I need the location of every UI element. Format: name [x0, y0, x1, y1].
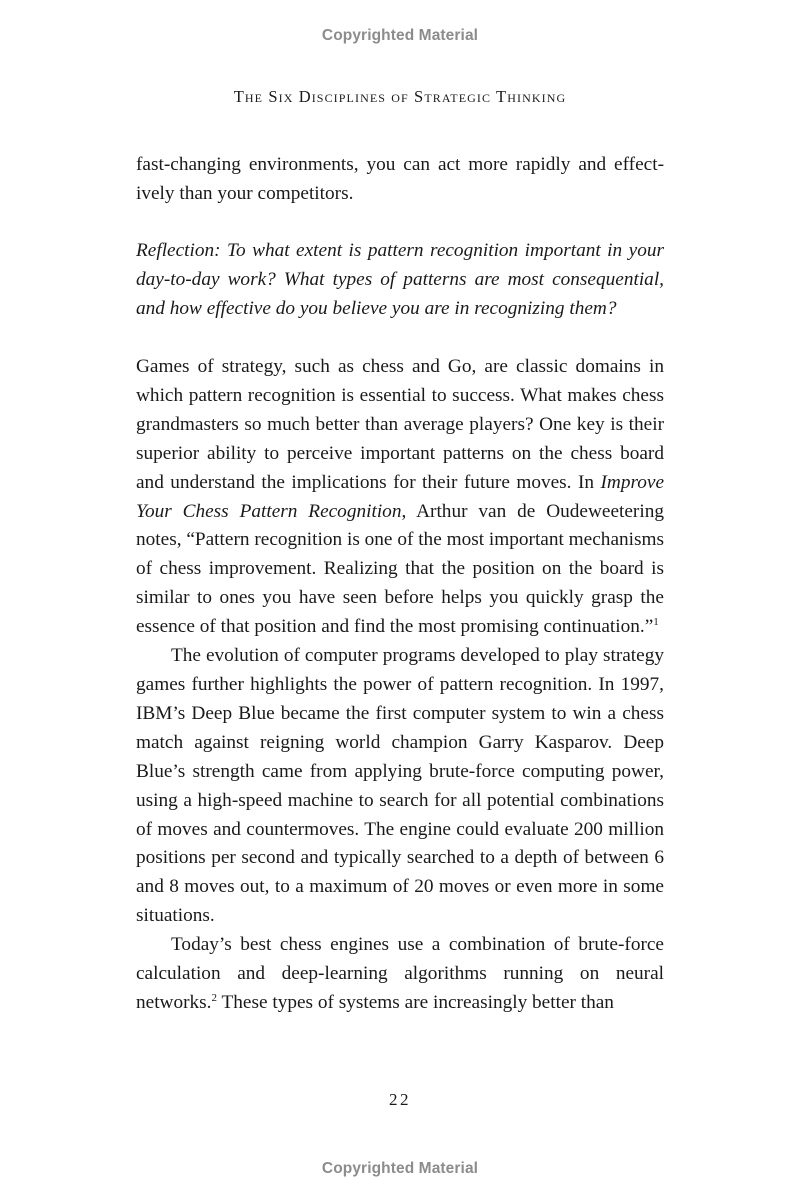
paragraph-chess-engines [136, 931, 664, 1018]
book-title: Improve Your Chess Pattern Recognition [136, 471, 664, 522]
paragraph-deep-blue: The evolution of computer programs developed to play strategy games further highlights the power of pattern recognition. In 1997, IBM’s Deep Blue became the first computer system to win a chess match against reigning world champion Garry Kasparov. Deep Blue’s strength came from applying brute-force computing power, using a high-speed machine to search for all potential combinations of moves and countermoves. The engine could evaluate 200 million positions per second and typically searched to a depth of between 6 and 8 moves out, to a maximum of 20 moves or even more in some situations. [136, 645, 664, 927]
reflection-text: Reflection: To what extent is pattern recognition important in your day-to-day work? What types of patterns are most consequential, and how effective do you believe you are in recognizing them? [136, 240, 664, 319]
footnote-marker-1: 1 [653, 616, 659, 629]
continuation-text: fast-changing environments, you can act more rapidly and effectively than your competitors. [136, 154, 664, 204]
paragraph-1-text: Games of strategy, such as chess and Go, are classic domains in which pattern recognition is essential to success. What makes chess grandmasters so much better than average players? One key is their superior ability to perceive important patterns on the chess board and understand the implications for their future moves. In [136, 356, 664, 493]
page-number: 22 [389, 1090, 411, 1109]
continuation-paragraph [136, 151, 664, 209]
main-text [136, 353, 664, 1018]
reflection-block [136, 237, 664, 324]
paragraph-1-quote: , Arthur van de Oudeweetering notes, “Pattern recognition is one of the most important mechanisms of chess improvement. Realizing that the position on the board is similar to ones you have seen before helps you quickly grasp the essence of that position and find the most promising continuation.” [136, 500, 664, 638]
paragraph-3-continuation: These types of systems are increasingly better than [217, 991, 614, 1013]
copyright-watermark-top: Copyrighted Material [321, 27, 479, 44]
running-head: The Six Disciplines of Strategic Thinking [233, 87, 567, 106]
footnote-marker-2: 2 [211, 991, 218, 1004]
paragraph-chess-patterns [136, 353, 664, 642]
paragraph-3-text: Today’s best chess engines use a combination of brute-force calculation and deep-learning algorithms running on neural networks. [136, 934, 664, 1013]
copyright-watermark-bottom: Copyrighted Material [321, 1160, 479, 1177]
